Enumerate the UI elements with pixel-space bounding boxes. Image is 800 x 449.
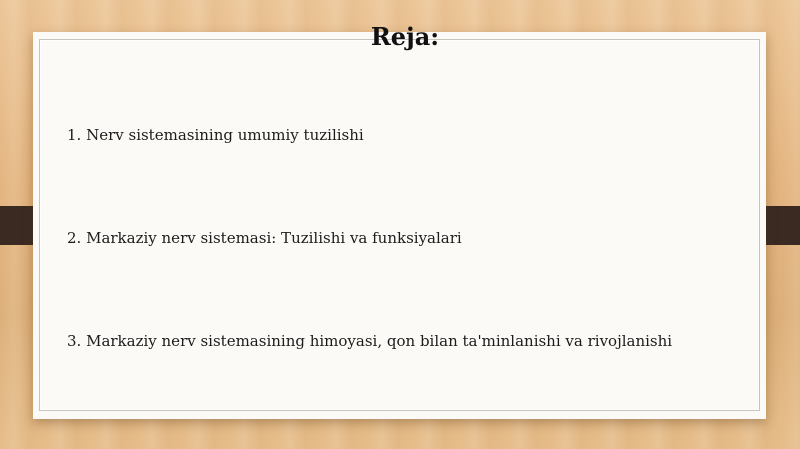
plan-item-1: 1. Nerv sistemasining umumiy tuzilishi — [67, 126, 364, 144]
plan-item-3: 3. Markaziy nerv sistemasining himoyasi, qon bilan ta'minlanishi va rivojlanishi — [67, 332, 673, 350]
slide-inner-border — [39, 39, 760, 411]
plan-item-2: 2. Markaziy nerv sistemasi: Tuzilishi va funksiyalari — [67, 229, 462, 247]
slide-card — [33, 32, 766, 419]
slide-title: Reja: — [370, 22, 440, 51]
